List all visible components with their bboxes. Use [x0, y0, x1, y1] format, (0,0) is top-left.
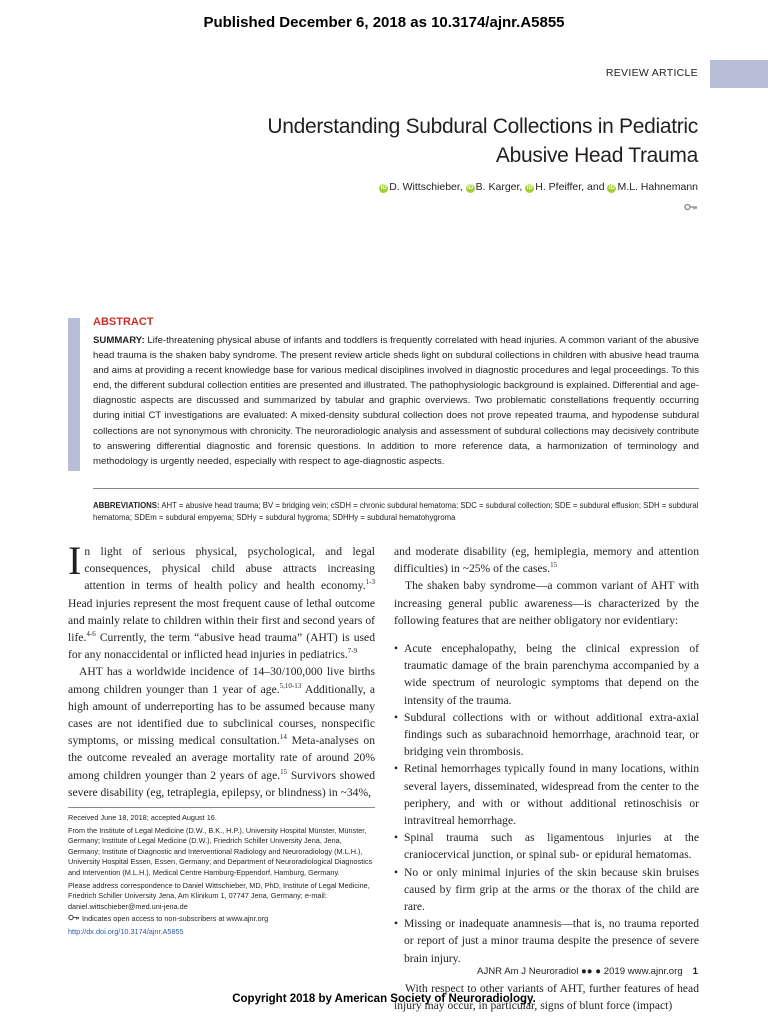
paragraph-shaken-baby: The shaken baby syndrome—a common variant of AHT with increasing general public awareness—is characterized by the following features that are neither obligatory nor evidentiary: [394, 579, 699, 627]
citation[interactable]: 5,10-13 [279, 681, 302, 690]
text-run: Survivors showed severe disability (eg, tetraplegia, epilepsy, or blindness) in ~34%, [68, 768, 376, 799]
abbreviations [93, 500, 699, 523]
citation[interactable]: 14 [279, 733, 287, 742]
open-access-key-icon [684, 203, 698, 214]
abstract-divider [93, 488, 699, 489]
summary-text: Life-threatening physical abuse of infants and toddlers is frequently correlated with head injuries. A common variant of the abusive head trauma is the shaken baby syndrome. The present review article sheds light on subdural collections in children with abusive head trauma and aims at providing a recent knowledge base for various medical disciplines involved in diagnostic procedures and legal proceedings. To this end, the different subdural collection entities are presented and illustrated. The pathophysiologic background is explained. Differential and age-diagnostic aspects are discussed and summarized by tabular and graphic overviews. Two problematic constellations frequently occurring during initial CT investigations are evaluated: A mixed-density subdural collection does not prove repeated trauma, and hypodense subdural collections are not synonymous with chronicity. The neuroradiologic analysis and assessment of subdural collections may decisively contribute to answering differential diagnostic and forensic questions. In addition to more reference data, a harmonization of terminology and methodology is urgently needed, especially with respect to age-diagnostic aspects. [93, 335, 699, 467]
open-access-text: Indicates open access to non-subscribers at www.ajnr.org [82, 914, 269, 924]
summary-label: SUMMARY: [93, 335, 145, 346]
list-item: • No or only minimal injuries of the skin because skin bruises caused by firm grip at the arms or the thorax of the child are rare. [394, 864, 699, 916]
page-footer [477, 966, 698, 977]
author-name: B. Karger, [475, 181, 526, 193]
abstract-side-bar [68, 318, 80, 471]
abstract-summary [93, 333, 699, 469]
author-name: M.L. Hahnemann [617, 181, 698, 193]
list-item: • Acute encephalopathy, being the clinical expression of traumatic damage of the brain parenchyma accompanied by a wide spectrum of neurologic symptoms that depend on the intensity of the trauma. [394, 640, 699, 709]
body-right-column [394, 543, 699, 1014]
author-list [379, 181, 698, 193]
text-run: Meta-analyses on the outcome revealed an average mortality rate of around 20% among children younger than 2 years of age. [68, 734, 375, 782]
article-title [178, 112, 698, 170]
footnote-divider [68, 807, 375, 808]
page-number: 1 [692, 966, 698, 977]
section-label: REVIEW ARTICLE [605, 67, 698, 79]
abstract-heading: ABSTRACT [93, 316, 154, 328]
abbreviations-text: AHT = abusive head trauma; BV = bridging vein; cSDH = chronic subdural hematoma; SDC = subdural collection; SDE = subdural effusion; SDH = subdural hematoma; SDEm = subdural empyema; SDHy = subdural hygroma; SDHHy = subdural hematohygroma [93, 501, 699, 522]
text-run: AHT has a worldwide incidence of 14–30/100,000 live births among children younger than 1 year of age. [68, 665, 375, 696]
citation[interactable]: 7-9 [347, 647, 358, 656]
open-access-key-icon [68, 914, 80, 923]
journal-citation: AJNR Am J Neuroradiol ●● ● 2019 www.ajnr.org [477, 966, 683, 977]
open-access-note [68, 914, 375, 925]
text-run: Head injuries represent the most frequent cause of lethal outcome and mainly relate to children within their first and second years of life. [68, 596, 375, 645]
article-footnotes [68, 813, 375, 940]
list-item: • Retinal hemorrhages typically found in many locations, within several layers, disseminated, widespread from the center to the periphery, and with or without additional retinoschisis or intravitreal hemorrhage. [394, 760, 699, 829]
section-tab-marker [710, 60, 768, 88]
doi-link[interactable]: http://dx.doi.org/10.3174/ajnr.A5855 [68, 926, 184, 936]
publication-banner: Published December 6, 2018 as 10.3174/ajnr.A5855 [203, 14, 565, 31]
text-run: n light of serious physical, psychological, and legal consequences, physical child abuse attracts increasing attention in terms of health policy and health economy. [84, 545, 375, 593]
received-dates: Received June 18, 2018; accepted August 16. [68, 813, 217, 822]
orcid-icon[interactable]: iD [526, 185, 533, 191]
citation[interactable]: 4-6 [86, 630, 96, 639]
correspondence: Please address correspondence to Daniel Wittschieber, MD, PhD, Institute of Legal Medicine, Friedrich Schiller University Jena, Am Klinikum 1, 07747 Jena, Germany; e-mail: daniel.wittschieber@med.uni-jena.de [68, 880, 370, 911]
drop-cap: I [68, 538, 82, 583]
author-name: D. Wittschieber, [389, 181, 466, 193]
text-run: Currently, the term “abusive head trauma” (AHT) is used for any nonaccidental or inflicted head injuries in pediatrics. [68, 631, 375, 662]
orcid-icon[interactable]: iD [380, 185, 387, 191]
copyright-notice: Copyright 2018 by American Society of Neuroradiology. [232, 993, 536, 1005]
orcid-icon[interactable]: iD [608, 185, 615, 191]
paragraph-incidence [68, 663, 375, 801]
paragraph-other-variants: With respect to other variants of AHT, further features of head injury may occur, in particular, signs of blunt force (impact) [394, 981, 699, 1013]
list-item: • Subdural collections with or without additional extra-axial findings such as subarachnoid hemorrhage, arachnoid tear, or bridging vein thrombosis. [394, 709, 699, 761]
text-run: Additionally, a high amount of underreporting has to be assumed because many cases are not identified due to subclinical courses, nonspecific symptoms, or missing medical consultation. [68, 682, 375, 748]
feature-list [394, 640, 699, 967]
affiliations: From the Institute of Legal Medicine (D.W., B.K., H.P.), University Hospital Münster, Münster, Germany; Institute of Legal Medicine (D.W.), Friedrich Schiller University Jena, Jena, Germany; Institute of Diagnostic and Interventional Radiology and Neuroradiology (M.L.H.), University Hospital Essen, Essen, Germany; and Department of Neuroradiological Diagnostics and Intervention (M.L.H.), Medical Centre Hamburg-Eppendorf, Hamburg, Germany. [68, 825, 373, 877]
paragraph-disability [394, 543, 699, 577]
citation[interactable]: 15 [280, 767, 288, 776]
orcid-icon[interactable]: iD [467, 185, 474, 191]
citation[interactable]: 15 [550, 561, 558, 570]
citation[interactable]: 1-3 [365, 578, 375, 587]
body-left-column [68, 538, 376, 801]
text-run: and moderate disability (eg, hemiplegia, memory and attention difficulties) in ~25% of the cases. [394, 545, 699, 576]
title-line-2: Abusive Head Trauma [495, 144, 698, 167]
abbreviations-label: ABBREVIATIONS: [93, 501, 160, 510]
list-item: • Spinal trauma such as ligamentous injuries at the craniocervical junction, or spinal sub- or epidural hematomas. [394, 829, 699, 863]
author-name: H. Pfeiffer, and [535, 181, 608, 193]
paragraph-intro [68, 538, 375, 663]
title-line-1: Understanding Subdural Collections in Pediatric [267, 115, 698, 138]
list-item: • Missing or inadequate anamnesis—that is, no trauma reported or report of just a minor trauma despite the presence of severe brain injury. [394, 915, 699, 967]
